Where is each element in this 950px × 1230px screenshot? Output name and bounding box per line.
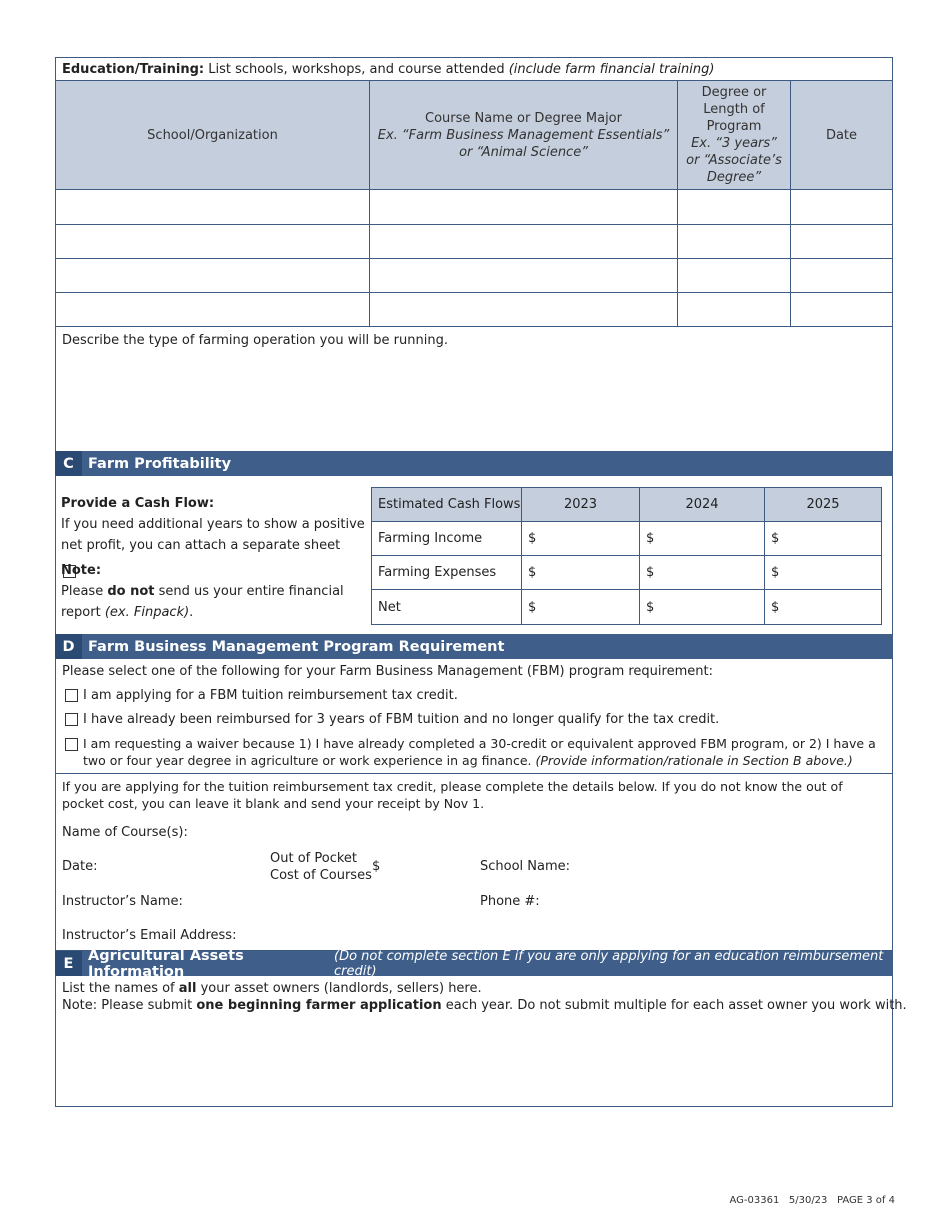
edu-row1-date[interactable] [790, 189, 893, 225]
cashflow-header-2024 [639, 487, 765, 522]
asset-text-2b: one beginning farmer application [196, 998, 442, 1013]
edu-row2-date[interactable] [790, 224, 893, 259]
waiver-text-2: two or four year degree in agriculture or work experience in ag finance. [83, 753, 536, 768]
cashflow-text-2: net profit, you can attach a separate sheet [61, 538, 341, 553]
edu-row1-degree[interactable] [677, 189, 791, 225]
cashflow-header-2025 [764, 487, 882, 522]
cashflow-net-2023[interactable] [521, 589, 640, 625]
edu-row1-course[interactable] [369, 189, 678, 225]
asset-owners-field[interactable] [55, 975, 907, 1107]
currency-symbol: $ [771, 565, 780, 580]
asset-text-1a: List the names of [62, 981, 179, 996]
col-header-degree-l5: or “Associate’s [686, 153, 782, 168]
asset-text-2a: Note: Please submit [62, 998, 197, 1013]
currency-symbol: $ [528, 565, 537, 580]
edu-row2-course[interactable] [369, 224, 678, 259]
oop-cost-label [270, 850, 372, 884]
oop-label-2: Cost of Courses [270, 868, 372, 883]
section-e-title [88, 947, 893, 980]
section-e-letter: E [55, 951, 82, 976]
phone-label: Phone #: [480, 894, 540, 909]
section-e-title-text: Agricultural Assets Information [88, 947, 244, 980]
cashflow-row-expenses-label [371, 555, 522, 590]
edu-row3-course[interactable] [369, 258, 678, 293]
note-text-e: . [189, 605, 194, 620]
section-d-options [55, 658, 893, 774]
asset-text-2c: each year. Do not submit multiple for each asset owner you work with. [441, 998, 907, 1013]
cashflow-income-2025[interactable] [764, 521, 882, 556]
currency-symbol: $ [528, 599, 537, 615]
edu-row4-school[interactable] [55, 292, 370, 327]
section-d-title: Farm Business Management Program Requirement [88, 638, 505, 655]
fbm-option-reimbursed-label: I have already been reimbursed for 3 years of FBM tuition and no longer qualify for the tax credit. [83, 712, 720, 727]
fbm-option-tax-credit-label: I am applying for a FBM tuition reimbursement tax credit. [83, 688, 458, 703]
col-header-degree-l6: Degree” [706, 170, 762, 185]
asset-owners-instructions [62, 980, 907, 1014]
course-names-label: Name of Course(s): [62, 825, 188, 840]
note-text-c: send us your entire financial [154, 584, 344, 599]
col-header-degree-l4: Ex. “3 years” [691, 136, 777, 151]
expenses-label: Farming Expenses [378, 565, 497, 580]
section-e-title-italic: (Do not complete section E if you are only applying for an education reimbursement credit) [334, 948, 884, 979]
note-text-italic: (ex. Finpack) [104, 605, 190, 620]
course-date-label: Date: [62, 859, 98, 874]
col-header-course-example-2: or “Animal Science” [459, 144, 588, 160]
note-text-a: Please [61, 584, 108, 599]
section-c-header [55, 451, 893, 476]
currency-symbol: $ [771, 599, 780, 615]
col-header-degree-l2: Length of [703, 102, 765, 117]
col-header-course-label: Course Name or Degree Major [425, 110, 622, 126]
page-number: PAGE 3 of 4 [836, 1195, 895, 1206]
section-c-title: Farm Profitability [88, 455, 232, 472]
cashflow-income-2023[interactable] [521, 521, 640, 556]
col-header-date-label: Date [825, 127, 858, 143]
cashflow-title: Provide a Cash Flow: [61, 496, 215, 511]
asset-text-1b: all [178, 981, 197, 996]
tuition-text-2: pocket cost, you can leave it blank and send your receipt by Nov 1. [62, 796, 485, 811]
cashflow-header-2024-text: 2024 [685, 497, 719, 512]
cashflow-note [61, 560, 366, 623]
cashflow-expenses-2023[interactable] [521, 555, 640, 590]
waiver-text-italic: (Provide information/rationale in Section B above.) [535, 753, 853, 768]
cashflow-row-income-label [371, 521, 522, 556]
net-label: Net [378, 599, 401, 615]
edu-row3-school[interactable] [55, 258, 370, 293]
col-header-school-label: School/Organization [147, 127, 278, 143]
section-d-intro: Please select one of the following for your Farm Business Management (FBM) program requirement: [62, 664, 713, 679]
currency-symbol: $ [528, 531, 537, 546]
cashflow-expenses-2025[interactable] [764, 555, 882, 590]
cashflow-header-label [371, 487, 522, 522]
tuition-instructions [62, 778, 843, 812]
school-name-label: School Name: [480, 859, 571, 874]
asset-text-1c: your asset owners (landlords, sellers) here. [196, 981, 482, 996]
income-label: Farming Income [378, 531, 483, 546]
section-d-header [55, 634, 893, 659]
currency-symbol: $ [646, 565, 655, 580]
fbm-option-waiver-checkbox[interactable] [65, 738, 78, 751]
currency-symbol: $ [646, 599, 655, 615]
education-title-italic: (include farm financial training) [508, 62, 715, 77]
edu-row3-degree[interactable] [677, 258, 791, 293]
note-label: Note: [61, 563, 102, 578]
note-text-bold: do not [107, 584, 155, 599]
col-header-degree-l1: Degree or [701, 85, 767, 100]
col-header-degree [677, 80, 791, 190]
education-title [62, 61, 714, 78]
education-title-bold: Education/Training: [62, 62, 205, 77]
education-title-row [55, 57, 893, 81]
cashflow-header-2023-text: 2023 [563, 497, 598, 512]
fbm-option-reimbursed-checkbox[interactable] [65, 713, 78, 726]
fbm-option-tax-credit-checkbox[interactable] [65, 689, 78, 702]
education-title-text: List schools, workshops, and course attended [204, 62, 509, 77]
currency-symbol: $ [646, 531, 655, 546]
fbm-option-waiver-label [83, 735, 876, 769]
edu-row2-degree[interactable] [677, 224, 791, 259]
cashflow-header-2023 [521, 487, 640, 522]
cashflow-header-2025-text: 2025 [806, 497, 840, 512]
edu-row4-date[interactable] [790, 292, 893, 327]
cashflow-header-label-text: Estimated Cash Flows [378, 497, 521, 512]
waiver-text-1: I am requesting a waiver because 1) I have already completed a 30-credit or equivalent approved FBM program, or 2) I have a [83, 736, 876, 751]
note-text-d: report [61, 605, 105, 620]
cashflow-net-2025[interactable] [764, 589, 882, 625]
edu-row1-school[interactable] [55, 189, 370, 225]
col-header-school [55, 80, 370, 190]
cashflow-row-net-label [371, 589, 522, 625]
oop-cost-dollar: $ [372, 859, 381, 874]
edu-row3-date[interactable] [790, 258, 893, 293]
describe-operation-label: Describe the type of farming operation you will be running. [62, 333, 448, 348]
cashflow-text-1: If you need additional years to show a positive [61, 517, 365, 532]
page-footer [700, 1195, 895, 1206]
oop-label-1: Out of Pocket [270, 851, 358, 866]
section-c-letter: C [55, 451, 82, 476]
edu-row2-school[interactable] [55, 224, 370, 259]
edu-row4-degree[interactable] [677, 292, 791, 327]
section-e-header [55, 947, 893, 980]
cashflow-income-2024[interactable] [639, 521, 765, 556]
col-header-degree-l3: Program [706, 119, 762, 134]
instructor-name-label: Instructor’s Name: [62, 894, 183, 909]
instructor-email-label: Instructor’s Email Address: [62, 928, 237, 943]
col-header-date [790, 80, 893, 190]
cashflow-expenses-2024[interactable] [639, 555, 765, 590]
section-d-letter: D [55, 634, 82, 659]
edu-row4-course[interactable] [369, 292, 678, 327]
tuition-text-1: If you are applying for the tuition reimbursement tax credit, please complete the details below. If you do not know the out of [62, 779, 843, 794]
col-header-course-example-1: Ex. “Farm Business Management Essentials” [377, 127, 670, 143]
cashflow-instructions [61, 493, 366, 556]
form-date: 5/30/23 [788, 1195, 828, 1206]
currency-symbol: $ [771, 531, 780, 546]
col-header-course [369, 80, 678, 190]
cashflow-net-2024[interactable] [639, 589, 765, 625]
tuition-details [55, 773, 893, 951]
describe-operation-field[interactable] [55, 326, 893, 452]
form-number: AG-03361 [729, 1195, 780, 1206]
